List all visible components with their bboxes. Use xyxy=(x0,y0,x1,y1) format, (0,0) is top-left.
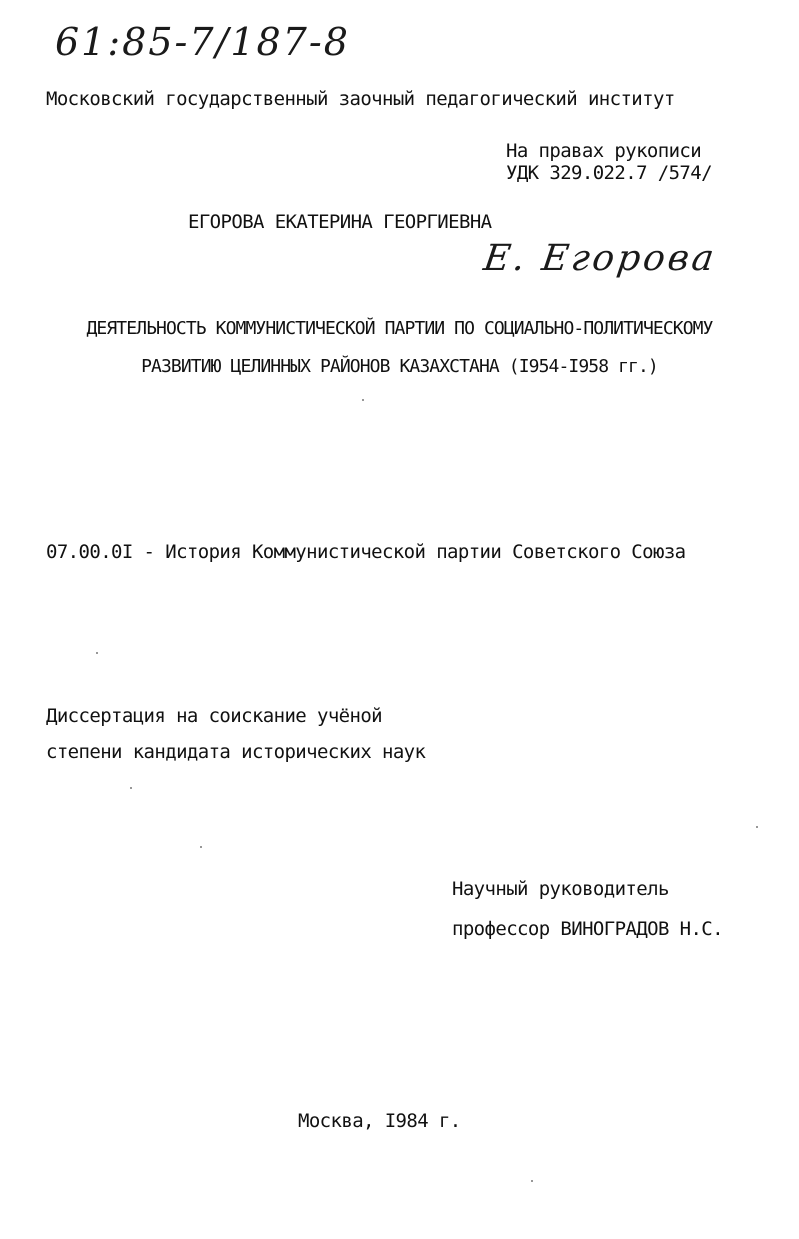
dissertation-title-line-2: РАЗВИТИЮ ЦЕЛИННЫХ РАЙОНОВ КАЗАХСТАНА (I954-I958 гг.) xyxy=(141,356,658,377)
degree-line-1: Диссертация на соискание учёной xyxy=(46,705,383,727)
author-signature: Е. Егорова xyxy=(481,238,720,279)
institution-name: Московский государственный заочный педагогический институт xyxy=(46,88,675,110)
degree-line-2: степени кандидата исторических наук xyxy=(46,741,426,763)
scan-speck xyxy=(96,652,98,654)
scan-speck xyxy=(531,1180,533,1182)
archive-number-handwritten: 61:85-7/187-8 xyxy=(55,20,350,64)
udc-code: УДК 329.022.7 /574/ xyxy=(506,162,712,184)
specialty-code: 07.00.0I - История Коммунистической партии Советского Союза xyxy=(46,541,686,563)
scan-speck xyxy=(756,826,758,828)
place-and-year: Москва, I984 г. xyxy=(298,1110,461,1132)
author-name: ЕГОРОВА ЕКАТЕРИНА ГЕОРГИЕВНА xyxy=(188,211,492,233)
dissertation-title-line-1: ДЕЯТЕЛЬНОСТЬ КОММУНИСТИЧЕСКОЙ ПАРТИИ ПО СОЦИАЛЬНО-ПОЛИТИЧЕСКОМУ xyxy=(86,318,713,339)
rights-reserved-label: На правах рукописи xyxy=(506,140,702,162)
supervisor-name: профессор ВИНОГРАДОВ Н.С. xyxy=(452,918,723,940)
scan-speck xyxy=(200,846,202,848)
scan-speck xyxy=(362,399,364,401)
scan-speck xyxy=(130,787,132,789)
supervisor-role: Научный руководитель xyxy=(452,878,669,900)
